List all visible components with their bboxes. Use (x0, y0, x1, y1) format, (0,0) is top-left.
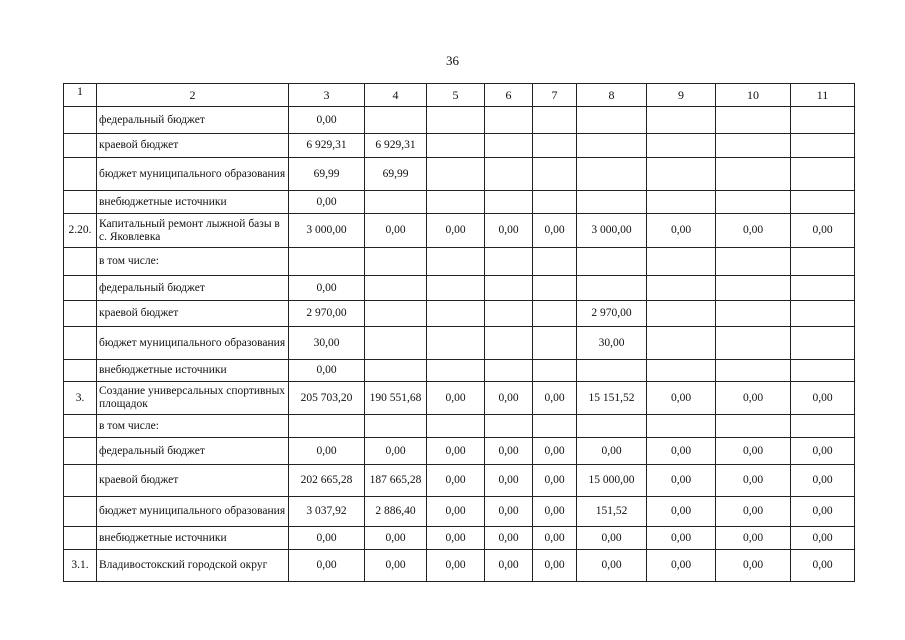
value-cell-col9: 0,00 (647, 527, 716, 550)
row-number-cell (64, 301, 97, 327)
value-cell-col8 (577, 134, 647, 158)
value-cell-col6 (485, 301, 533, 327)
value-cell-col6: 0,00 (485, 497, 533, 527)
table-row (64, 438, 855, 465)
value-cell-col6: 0,00 (485, 382, 533, 415)
column-header-3: 3 (289, 84, 365, 107)
value-cell-col7 (533, 327, 577, 360)
value-cell-col3: 205 703,20 (289, 382, 365, 415)
row-name-cell: внебюджетные источники (97, 527, 289, 550)
value-cell-col4: 187 665,28 (365, 465, 427, 497)
value-cell-col6 (485, 276, 533, 301)
value-cell-col8: 0,00 (577, 550, 647, 582)
table-row (64, 107, 855, 134)
value-cell-col5: 0,00 (427, 438, 485, 465)
value-cell-col3 (289, 415, 365, 438)
value-cell-col10 (716, 360, 791, 382)
value-cell-col3: 0,00 (289, 191, 365, 214)
value-cell-col10: 0,00 (716, 382, 791, 415)
value-cell-col11 (791, 415, 855, 438)
value-cell-col5 (427, 248, 485, 276)
value-cell-col5: 0,00 (427, 382, 485, 415)
value-cell-col9 (647, 134, 716, 158)
value-cell-col5: 0,00 (427, 527, 485, 550)
value-cell-col9 (647, 191, 716, 214)
row-number-cell (64, 415, 97, 438)
value-cell-col7: 0,00 (533, 382, 577, 415)
row-name-cell: краевой бюджет (97, 134, 289, 158)
value-cell-col4: 0,00 (365, 550, 427, 582)
row-name-cell: бюджет муниципального образования (97, 158, 289, 191)
value-cell-col10 (716, 107, 791, 134)
row-name-cell: Создание универсальных спортивных площадок (97, 382, 289, 415)
value-cell-col4: 190 551,68 (365, 382, 427, 415)
value-cell-col8: 0,00 (577, 438, 647, 465)
value-cell-col4: 69,99 (365, 158, 427, 191)
value-cell-col10: 0,00 (716, 465, 791, 497)
value-cell-col9: 0,00 (647, 214, 716, 248)
value-cell-col5 (427, 360, 485, 382)
value-cell-col5 (427, 301, 485, 327)
value-cell-col5 (427, 327, 485, 360)
value-cell-col6 (485, 134, 533, 158)
table-row (64, 382, 855, 415)
value-cell-col10 (716, 158, 791, 191)
row-number-cell (64, 465, 97, 497)
value-cell-col3: 0,00 (289, 527, 365, 550)
value-cell-col3: 2 970,00 (289, 301, 365, 327)
row-number-cell (64, 438, 97, 465)
value-cell-col8: 15 151,52 (577, 382, 647, 415)
value-cell-col10 (716, 415, 791, 438)
table-row (64, 465, 855, 497)
row-name-cell: краевой бюджет (97, 465, 289, 497)
row-name-cell: внебюджетные источники (97, 360, 289, 382)
row-name-cell: краевой бюджет (97, 301, 289, 327)
value-cell-col10 (716, 191, 791, 214)
row-name-cell: Капитальный ремонт лыжной базы в с. Яковлевка (97, 214, 289, 248)
value-cell-col3: 0,00 (289, 107, 365, 134)
row-name-cell: федеральный бюджет (97, 276, 289, 301)
table-row (64, 214, 855, 248)
value-cell-col11 (791, 158, 855, 191)
value-cell-col5 (427, 191, 485, 214)
column-header-4: 4 (365, 84, 427, 107)
value-cell-col9: 0,00 (647, 550, 716, 582)
row-number-cell (64, 158, 97, 191)
value-cell-col4: 0,00 (365, 527, 427, 550)
value-cell-col7 (533, 158, 577, 191)
row-name-cell: федеральный бюджет (97, 107, 289, 134)
row-number-cell: 2.20. (64, 214, 97, 248)
column-header-6: 6 (485, 84, 533, 107)
value-cell-col11 (791, 276, 855, 301)
value-cell-col7 (533, 415, 577, 438)
value-cell-col11 (791, 134, 855, 158)
value-cell-col10: 0,00 (716, 214, 791, 248)
value-cell-col7: 0,00 (533, 214, 577, 248)
value-cell-col7 (533, 107, 577, 134)
value-cell-col11: 0,00 (791, 550, 855, 582)
column-header-11: 11 (791, 84, 855, 107)
table-row (64, 158, 855, 191)
table-row (64, 360, 855, 382)
value-cell-col8: 3 000,00 (577, 214, 647, 248)
value-cell-col7 (533, 191, 577, 214)
value-cell-col3 (289, 248, 365, 276)
value-cell-col6: 0,00 (485, 527, 533, 550)
value-cell-col11 (791, 301, 855, 327)
row-number-cell (64, 107, 97, 134)
value-cell-col3: 69,99 (289, 158, 365, 191)
value-cell-col7: 0,00 (533, 527, 577, 550)
value-cell-col10 (716, 301, 791, 327)
value-cell-col6 (485, 360, 533, 382)
value-cell-col5 (427, 415, 485, 438)
value-cell-col7: 0,00 (533, 497, 577, 527)
column-header-7: 7 (533, 84, 577, 107)
value-cell-col3: 0,00 (289, 276, 365, 301)
value-cell-col3: 0,00 (289, 438, 365, 465)
column-header-1: 1 (64, 84, 97, 107)
value-cell-col10: 0,00 (716, 550, 791, 582)
value-cell-col4 (365, 360, 427, 382)
value-cell-col9: 0,00 (647, 497, 716, 527)
value-cell-col3: 6 929,31 (289, 134, 365, 158)
value-cell-col6 (485, 107, 533, 134)
row-name-cell: в том числе: (97, 415, 289, 438)
page-number: 36 (446, 53, 459, 68)
value-cell-col3: 0,00 (289, 550, 365, 582)
value-cell-col11: 0,00 (791, 497, 855, 527)
value-cell-col6: 0,00 (485, 214, 533, 248)
value-cell-col5 (427, 134, 485, 158)
row-name-cell: Владивостокский городской округ (97, 550, 289, 582)
value-cell-col11: 0,00 (791, 382, 855, 415)
value-cell-col9 (647, 360, 716, 382)
value-cell-col8 (577, 415, 647, 438)
value-cell-col6 (485, 327, 533, 360)
value-cell-col7 (533, 301, 577, 327)
value-cell-col3: 3 000,00 (289, 214, 365, 248)
value-cell-col8: 151,52 (577, 497, 647, 527)
value-cell-col9 (647, 276, 716, 301)
value-cell-col6: 0,00 (485, 465, 533, 497)
row-name-cell: бюджет муниципального образования (97, 327, 289, 360)
table-row (64, 527, 855, 550)
value-cell-col11 (791, 360, 855, 382)
value-cell-col11 (791, 327, 855, 360)
column-header-9: 9 (647, 84, 716, 107)
value-cell-col8: 15 000,00 (577, 465, 647, 497)
value-cell-col7: 0,00 (533, 550, 577, 582)
value-cell-col5: 0,00 (427, 497, 485, 527)
value-cell-col9 (647, 158, 716, 191)
value-cell-col4: 0,00 (365, 214, 427, 248)
value-cell-col6 (485, 191, 533, 214)
value-cell-col4 (365, 415, 427, 438)
table-row (64, 248, 855, 276)
value-cell-col7: 0,00 (533, 438, 577, 465)
value-cell-col10: 0,00 (716, 497, 791, 527)
value-cell-col5 (427, 107, 485, 134)
value-cell-col5 (427, 158, 485, 191)
header-row (64, 84, 855, 107)
row-number-cell (64, 134, 97, 158)
row-name-cell: внебюджетные источники (97, 191, 289, 214)
value-cell-col7 (533, 248, 577, 276)
column-header-10: 10 (716, 84, 791, 107)
value-cell-col8: 30,00 (577, 327, 647, 360)
value-cell-col11: 0,00 (791, 527, 855, 550)
value-cell-col9: 0,00 (647, 438, 716, 465)
row-number-cell (64, 497, 97, 527)
row-number-cell: 3.1. (64, 550, 97, 582)
value-cell-col4 (365, 276, 427, 301)
value-cell-col7: 0,00 (533, 465, 577, 497)
value-cell-col3: 202 665,28 (289, 465, 365, 497)
value-cell-col5: 0,00 (427, 214, 485, 248)
table-row (64, 301, 855, 327)
table-row (64, 191, 855, 214)
table-row (64, 134, 855, 158)
value-cell-col4 (365, 191, 427, 214)
value-cell-col8 (577, 248, 647, 276)
value-cell-col8 (577, 191, 647, 214)
value-cell-col9: 0,00 (647, 465, 716, 497)
column-header-8: 8 (577, 84, 647, 107)
value-cell-col8: 2 970,00 (577, 301, 647, 327)
value-cell-col11: 0,00 (791, 214, 855, 248)
value-cell-col7 (533, 276, 577, 301)
value-cell-col10: 0,00 (716, 527, 791, 550)
value-cell-col4 (365, 248, 427, 276)
row-number-cell: 3. (64, 382, 97, 415)
value-cell-col11 (791, 107, 855, 134)
value-cell-col9 (647, 415, 716, 438)
value-cell-col9 (647, 248, 716, 276)
row-number-cell (64, 360, 97, 382)
value-cell-col11 (791, 191, 855, 214)
table-row (64, 550, 855, 582)
value-cell-col11: 0,00 (791, 438, 855, 465)
value-cell-col8 (577, 360, 647, 382)
row-number-cell (64, 276, 97, 301)
value-cell-col8 (577, 276, 647, 301)
column-header-5: 5 (427, 84, 485, 107)
value-cell-col10 (716, 134, 791, 158)
value-cell-col11 (791, 248, 855, 276)
value-cell-col4 (365, 301, 427, 327)
value-cell-col6: 0,00 (485, 438, 533, 465)
value-cell-col9: 0,00 (647, 382, 716, 415)
value-cell-col6 (485, 248, 533, 276)
table-row (64, 497, 855, 527)
row-number-cell (64, 191, 97, 214)
row-name-cell: бюджет муниципального образования (97, 497, 289, 527)
row-number-cell (64, 248, 97, 276)
value-cell-col9 (647, 327, 716, 360)
value-cell-col7 (533, 360, 577, 382)
table-row (64, 327, 855, 360)
value-cell-col4: 0,00 (365, 438, 427, 465)
value-cell-col8 (577, 158, 647, 191)
value-cell-col5: 0,00 (427, 465, 485, 497)
value-cell-col5: 0,00 (427, 550, 485, 582)
value-cell-col4: 2 886,40 (365, 497, 427, 527)
value-cell-col11: 0,00 (791, 465, 855, 497)
value-cell-col6 (485, 158, 533, 191)
value-cell-col10 (716, 276, 791, 301)
value-cell-col6: 0,00 (485, 550, 533, 582)
value-cell-col10 (716, 327, 791, 360)
budget-table (63, 83, 855, 582)
value-cell-col4 (365, 327, 427, 360)
value-cell-col4: 6 929,31 (365, 134, 427, 158)
value-cell-col8: 0,00 (577, 527, 647, 550)
value-cell-col3: 3 037,92 (289, 497, 365, 527)
value-cell-col4 (365, 107, 427, 134)
value-cell-col9 (647, 107, 716, 134)
value-cell-col6 (485, 415, 533, 438)
value-cell-col3: 30,00 (289, 327, 365, 360)
table-row (64, 276, 855, 301)
value-cell-col3: 0,00 (289, 360, 365, 382)
row-name-cell: федеральный бюджет (97, 438, 289, 465)
table-row (64, 415, 855, 438)
value-cell-col9 (647, 301, 716, 327)
value-cell-col7 (533, 134, 577, 158)
value-cell-col8 (577, 107, 647, 134)
column-header-2: 2 (97, 84, 289, 107)
value-cell-col10: 0,00 (716, 438, 791, 465)
value-cell-col5 (427, 276, 485, 301)
row-number-cell (64, 527, 97, 550)
value-cell-col10 (716, 248, 791, 276)
row-name-cell: в том числе: (97, 248, 289, 276)
row-number-cell (64, 327, 97, 360)
